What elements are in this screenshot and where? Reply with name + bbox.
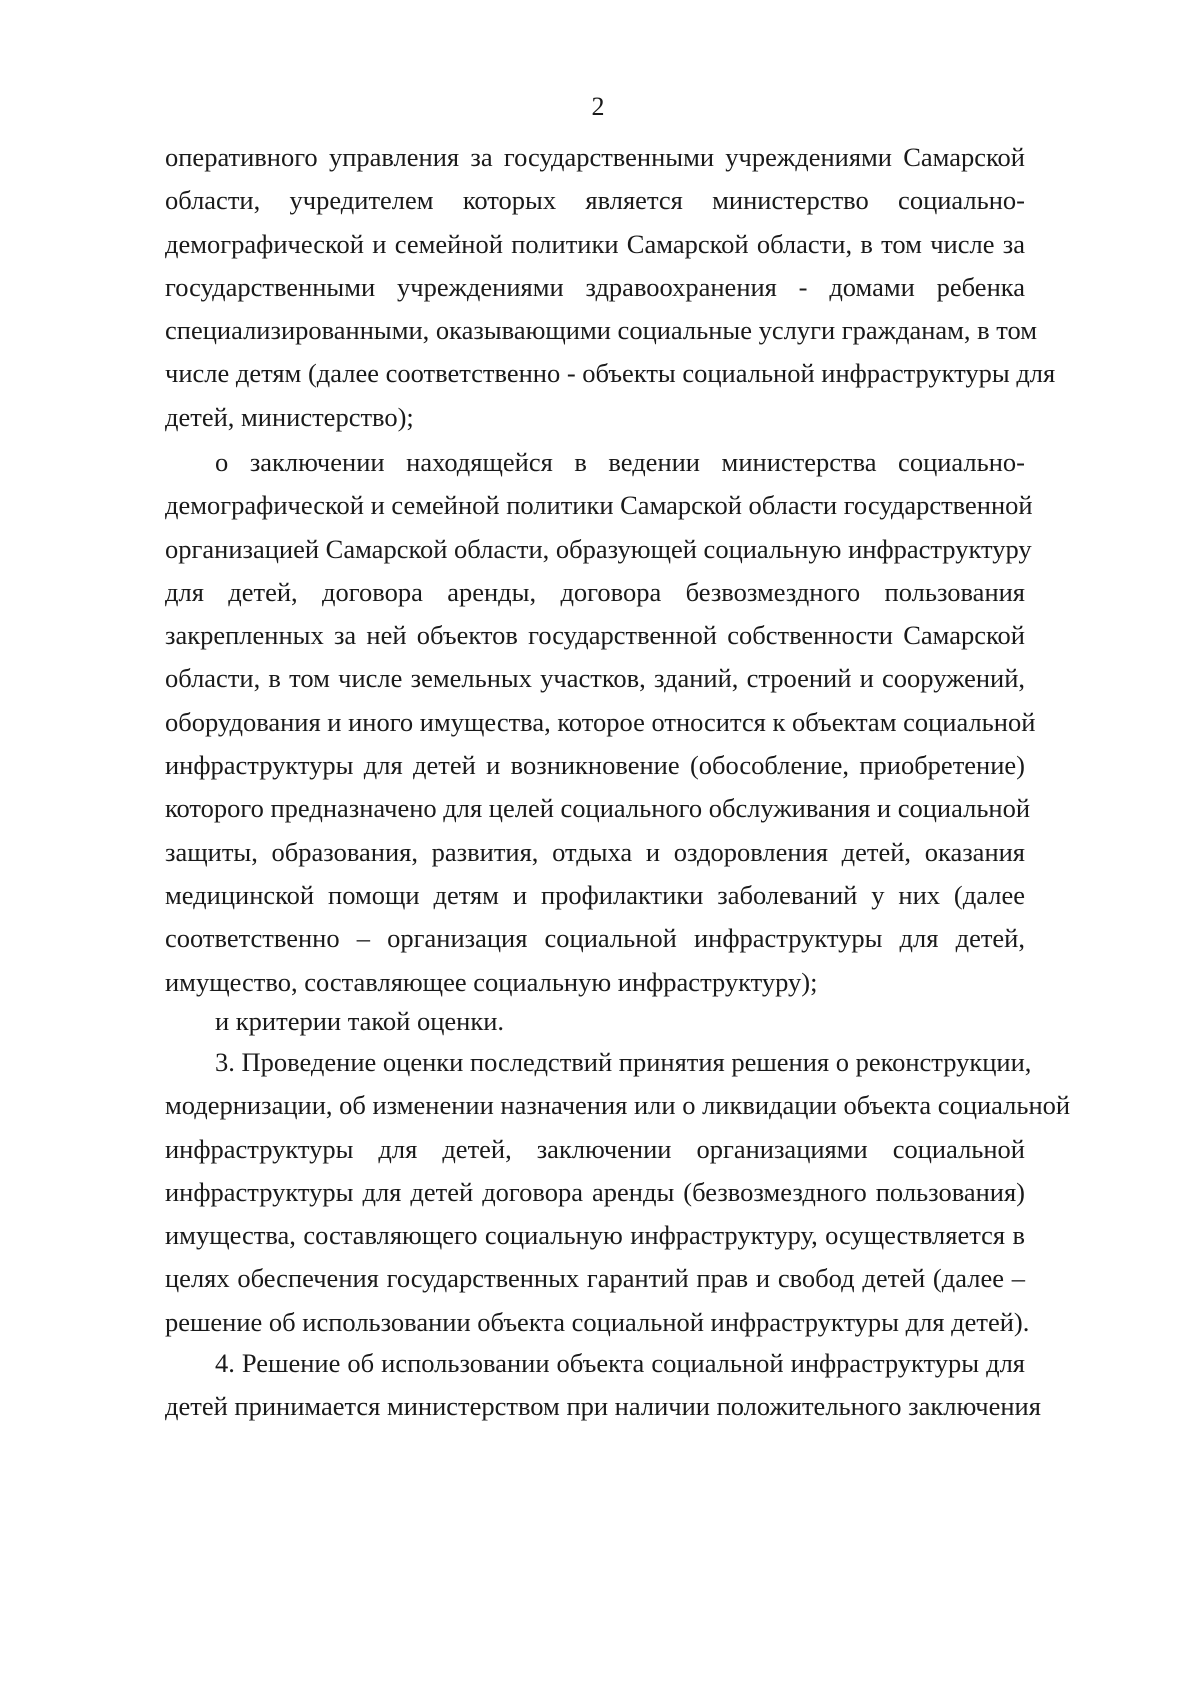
text-line: 4. Решение об использовании объекта социальной инфраструктуры для <box>215 1348 1025 1378</box>
text-line: защиты, образования, развития, отдыха и оздоровления детей, оказания <box>165 836 1025 867</box>
text-line: специализированными, оказывающими социальные услуги гражданам, в том <box>165 315 1038 346</box>
text-line: детей, министерство); <box>165 401 414 432</box>
text-line: области, учредителем которых является министерство социально- <box>165 185 1025 216</box>
text-line: которого предназначено для целей социального обслуживания и социальной <box>165 793 1031 824</box>
paragraph-2 <box>165 441 1036 1004</box>
text-line: о заключении находящейся в ведении министерства социально- <box>215 447 1025 477</box>
text-line: решение об использовании объекта социальной инфраструктуры для детей). <box>165 1306 1030 1337</box>
paragraph-5 <box>165 1342 1041 1429</box>
text-line: инфраструктуры для детей и возникновение (обособление, приобретение) <box>165 750 1025 781</box>
text-line: области, в том числе земельных участков, зданий, строений и сооружений, <box>165 663 1025 694</box>
paragraph-1 <box>165 136 1056 439</box>
text-line: и критерии такой оценки. <box>215 1006 505 1036</box>
text-line: закрепленных за ней объектов государственной собственности Самарской <box>165 620 1025 651</box>
text-line: имущества, составляющего социальную инфраструктуру, осуществляется в <box>165 1220 1025 1251</box>
text-line: целях обеспечения государственных гарантий прав и свобод детей (далее – <box>165 1263 1025 1294</box>
text-line: инфраструктуры для детей договора аренды (безвозмездного пользования) <box>165 1176 1025 1207</box>
text-line: медицинской помощи детям и профилактики заболеваний у них (далее <box>165 879 1025 910</box>
text-line: демографической и семейной политики Самарской области государственной <box>165 490 1033 521</box>
text-line: детей принимается министерством при наличии положительного заключения <box>165 1391 1041 1422</box>
text-line: оперативного управления за государственными учреждениями Самарской <box>165 142 1025 172</box>
text-line: государственными учреждениями здравоохранения - домами ребенка <box>165 271 1025 302</box>
text-line: демографической и семейной политики Самарской области, в том числе за <box>165 228 1025 259</box>
text-line: соответственно – организация социальной инфраструктуры для детей, <box>165 923 1025 954</box>
text-line: модернизации, об изменении назначения или о ликвидации объекта социальной <box>165 1090 1071 1121</box>
text-line: организацией Самарской области, образующей социальную инфраструктуру <box>165 533 1032 564</box>
text-line: 3. Проведение оценки последствий принятия решения о реконструкции, <box>215 1047 1032 1077</box>
text-line: инфраструктуры для детей, заключении организациями социальной <box>165 1133 1025 1164</box>
paragraph-3 <box>165 1000 1025 1043</box>
page-number: 2 <box>591 92 605 121</box>
paragraph-4 <box>165 1041 1071 1344</box>
text-line: имущество, составляющее социальную инфраструктуру); <box>165 966 818 997</box>
text-line: для детей, договора аренды, договора безвозмездного пользования <box>165 576 1025 607</box>
text-line: оборудования и иного имущества, которое относится к объектам социальной <box>165 706 1036 737</box>
text-line: числе детям (далее соответственно - объекты социальной инфраструктуры для <box>165 358 1056 389</box>
